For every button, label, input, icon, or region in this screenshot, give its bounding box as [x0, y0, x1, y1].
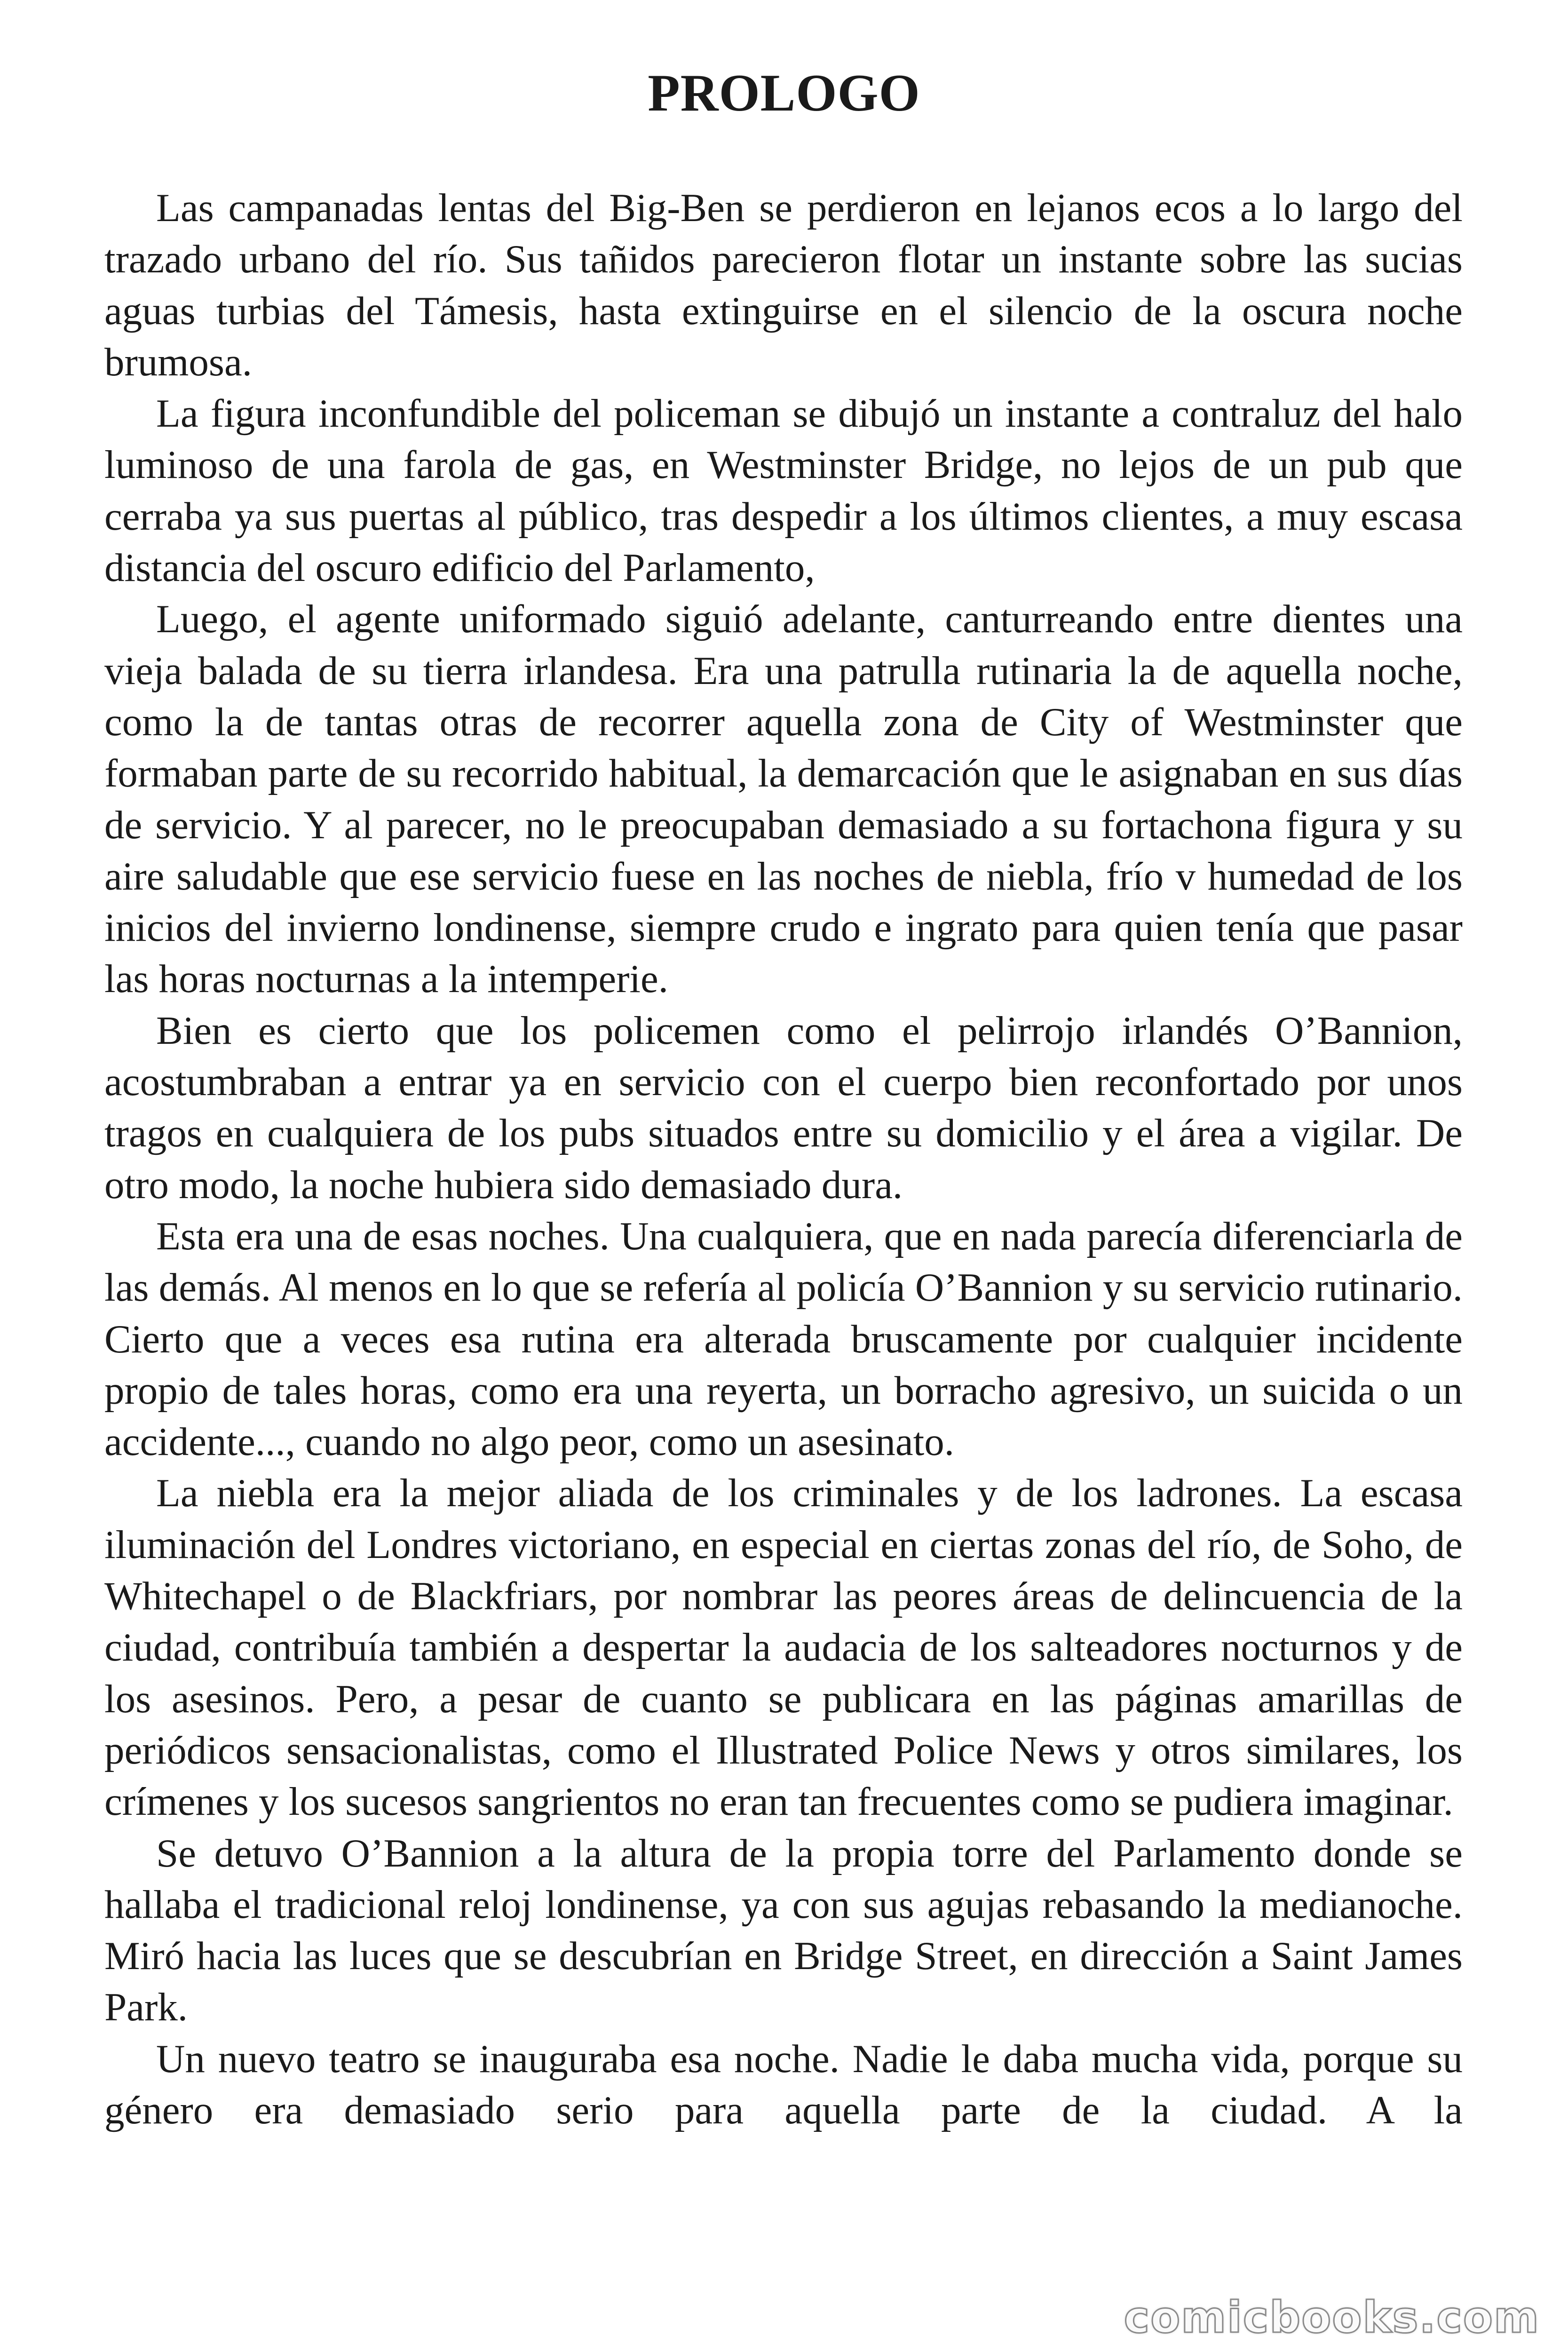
- paragraph-3: Luego, el agente uniformado siguió adelante, canturreando entre dientes una vieja balada de su tierra irlandesa. Era una patrulla rutinaria la de aquella noche, como la de tantas otras de recorrer aquella zona de City of Westminster que formaban parte de su recorrido habitual, la demarcación que le asignaban en sus días de servicio. Y al parecer, no le preocupaban demasiado a su fortachona figura y su aire saludable que ese servicio fuese en las noches de niebla, frío v humedad de los inicios del invierno londinense, siempre crudo e ingrato para quien tenía que pasar las horas nocturnas a la intemperie.: [104, 597, 1463, 1001]
- body-text: [104, 183, 1463, 2136]
- paragraph-6: La niebla era la mejor aliada de los criminales y de los ladrones. La escasa iluminación del Londres victoriano, en especial en ciertas zonas del río, de Soho, de Whitechapel o de Blackfriars, por nombrar las peores áreas de delincuencia de la ciudad, contribuía también a despertar la audacia de los salteadores nocturnos y de los asesinos. Pero, a pesar de cuanto se publicara en las páginas amarillas de periódicos sensacionalistas, como el Illustrated Police News y otros similares, los crímenes y los sucesos sangrientos no eran tan frecuentes como se pudiera imaginar.: [104, 1471, 1463, 1824]
- paragraph-8: Un nuevo teatro se inauguraba esa noche. Nadie le daba mucha vida, porque su género era demasiado serio para aquella parte de la ciudad. A la: [104, 2036, 1463, 2132]
- paragraph-4: Bien es cierto que los policemen como el pelirrojo irlandés O’Bannion, acostumbraban a entrar ya en servicio con el cuerpo bien reconfortado por unos tragos en cualquiera de los pubs situados entre su domicilio y el área a vigilar. De otro modo, la noche hubiera sido demasiado dura.: [104, 1008, 1463, 1207]
- paragraph-1: Las campanadas lentas del Big-Ben se perdieron en lejanos ecos a lo largo del trazado urbano del río. Sus tañidos parecieron flotar un instante sobre las sucias aguas turbias del Támesis, hasta extinguirse en el silencio de la oscura noche brumosa.: [104, 186, 1463, 384]
- paragraph-7: Se detuvo O’Bannion a la altura de la propia torre del Parlamento donde se hallaba el tradicional reloj londinense, ya con sus agujas rebasando la medianoche. Miró hacia las luces que se descubrían en Bridge Street, en dirección a Saint James Park.: [104, 1831, 1463, 2030]
- paragraph-5: Esta era una de esas noches. Una cualquiera, que en nada parecía diferenciarla de las demás. Al menos en lo que se refería al policía O’Bannion y su servicio rutinario. Cierto que a veces esa rutina era alterada bruscamente por cualquier incidente propio de tales horas, como era una reyerta, un borracho agresivo, un suicida o un accidente..., cuando no algo peor, como un asesinato.: [104, 1214, 1463, 1464]
- watermark-logo: comicbooks.com: [1124, 2292, 1540, 2343]
- chapter-title: PROLOGO: [648, 64, 920, 122]
- paragraph-2: La figura inconfundible del policeman se dibujó un instante a contraluz del halo luminoso de una farola de gas, en Westminster Bridge, no lejos de un pub que cerraba ya sus puertas al público, tras despedir a los últimos clientes, a muy escasa distancia del oscuro edificio del Parlamento,: [104, 391, 1463, 590]
